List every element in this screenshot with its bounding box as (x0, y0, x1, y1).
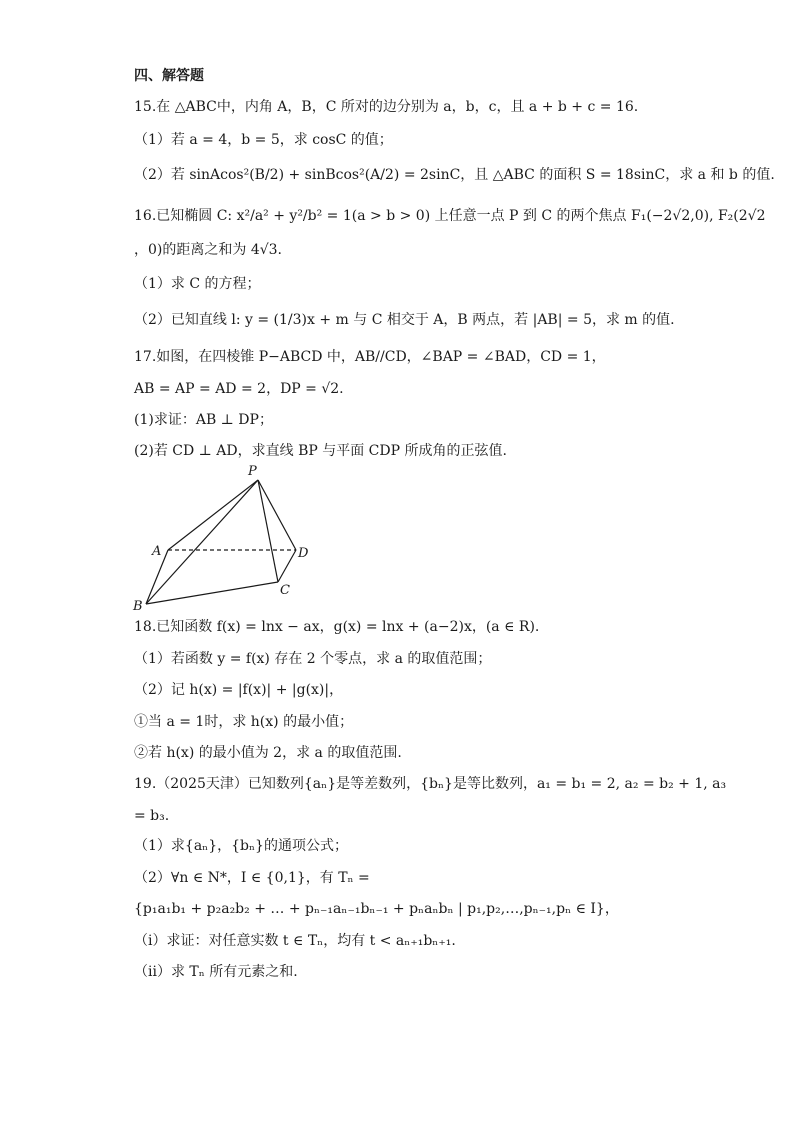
vertex-label-P: P (248, 464, 257, 479)
question-16-part-1: （1）求 C 的方程； (134, 276, 261, 292)
question-15-part-2: （2）若 sinAcos²(B/2) + sinBcos²(A/2) = 2sinC，且 △ABC 的面积 S = 18sinC，求 a 和 b 的值. (134, 167, 775, 183)
question-18-part-2-sub-1: ①当 a = 1时，求 h(x) 的最小值； (134, 714, 354, 730)
question-19-part-i: （i）求证：对任意实数 t ∈ Tₙ，均有 t < aₙ₊₁bₙ₊₁. (134, 933, 456, 949)
edge-CD (278, 550, 296, 582)
question-18-part-1: （1）若函数 y = f(x) 存在 2 个零点，求 a 的取值范围； (134, 651, 492, 667)
question-18-part-2-sub-2: ②若 h(x) 的最小值为 2，求 a 的取值范围. (134, 745, 402, 761)
question-16-part-2: （2）已知直线 l: y = (1/3)x + m 与 C 相交于 A，B 两点，若 |AB| = 5，求 m 的值. (134, 312, 675, 328)
edge-PC (258, 480, 278, 582)
question-15-part-1: （1）若 a = 4，b = 5，求 cosC 的值； (134, 132, 393, 148)
question-19-part-1: （1）求{aₙ}，{bₙ}的通项公式； (134, 838, 348, 854)
question-19: 19.（2025天津）已知数列{aₙ}是等差数列，{bₙ}是等比数列，a₁ = b₁ = 2, a₂ = b₂ + 1, a₃ (134, 776, 727, 792)
vertex-label-D: D (298, 546, 309, 561)
question-18: 18.已知函数 f(x) = lnx − ax，g(x) = lnx + (a−2)x，(a ∈ R). (134, 619, 540, 635)
question-16: 16.已知椭圆 C: x²/a² + y²/b² = 1(a > b > 0) 上任意一点 P 到 C 的两个焦点 F₁(−2√2,0), F₂(2√2 (134, 208, 766, 224)
vertex-label-B: B (133, 599, 143, 614)
pyramid-figure (130, 458, 330, 614)
question-17-part-1: (1)求证：AB ⊥ DP； (134, 412, 273, 428)
question-19-set-definition: {p₁a₁b₁ + p₂a₂b₂ + … + pₙ₋₁aₙ₋₁bₙ₋₁ + pₙaₙbₙ | p₁,p₂,…,pₙ₋₁,pₙ ∈ I}， (134, 901, 619, 917)
edge-BC (146, 582, 278, 604)
edge-PB (146, 480, 258, 604)
vertex-label-A: A (152, 544, 162, 559)
section-title: 四、解答题 (134, 68, 204, 84)
question-17: 17.如图，在四棱锥 P−ABCD 中，AB//CD，∠BAP = ∠BAD，CD = 1， (134, 349, 606, 365)
question-19-continued: = b₃. (134, 808, 170, 824)
vertex-label-C: C (280, 583, 290, 598)
question-19-part-2: （2）∀n ∈ N*，I ∈ {0,1}，有 Tₙ = (134, 870, 370, 886)
question-17-part-2: (2)若 CD ⊥ AD，求直线 BP 与平面 CDP 所成角的正弦值. (134, 443, 507, 459)
edge-PD (258, 480, 296, 550)
question-16-continued: ，0)的距离之和为 4√3. (134, 242, 283, 258)
question-19-part-ii: （ii）求 Tₙ 所有元素之和. (134, 964, 298, 980)
question-17-continued: AB = AP = AD = 2，DP = √2. (134, 381, 344, 397)
question-15: 15.在 △ABC中，内角 A，B，C 所对的边分别为 a，b，c，且 a + b + c = 16. (134, 99, 639, 115)
question-18-part-2: （2）记 h(x) = |f(x)| + |g(x)|， (134, 682, 344, 698)
edge-PA (168, 480, 258, 550)
